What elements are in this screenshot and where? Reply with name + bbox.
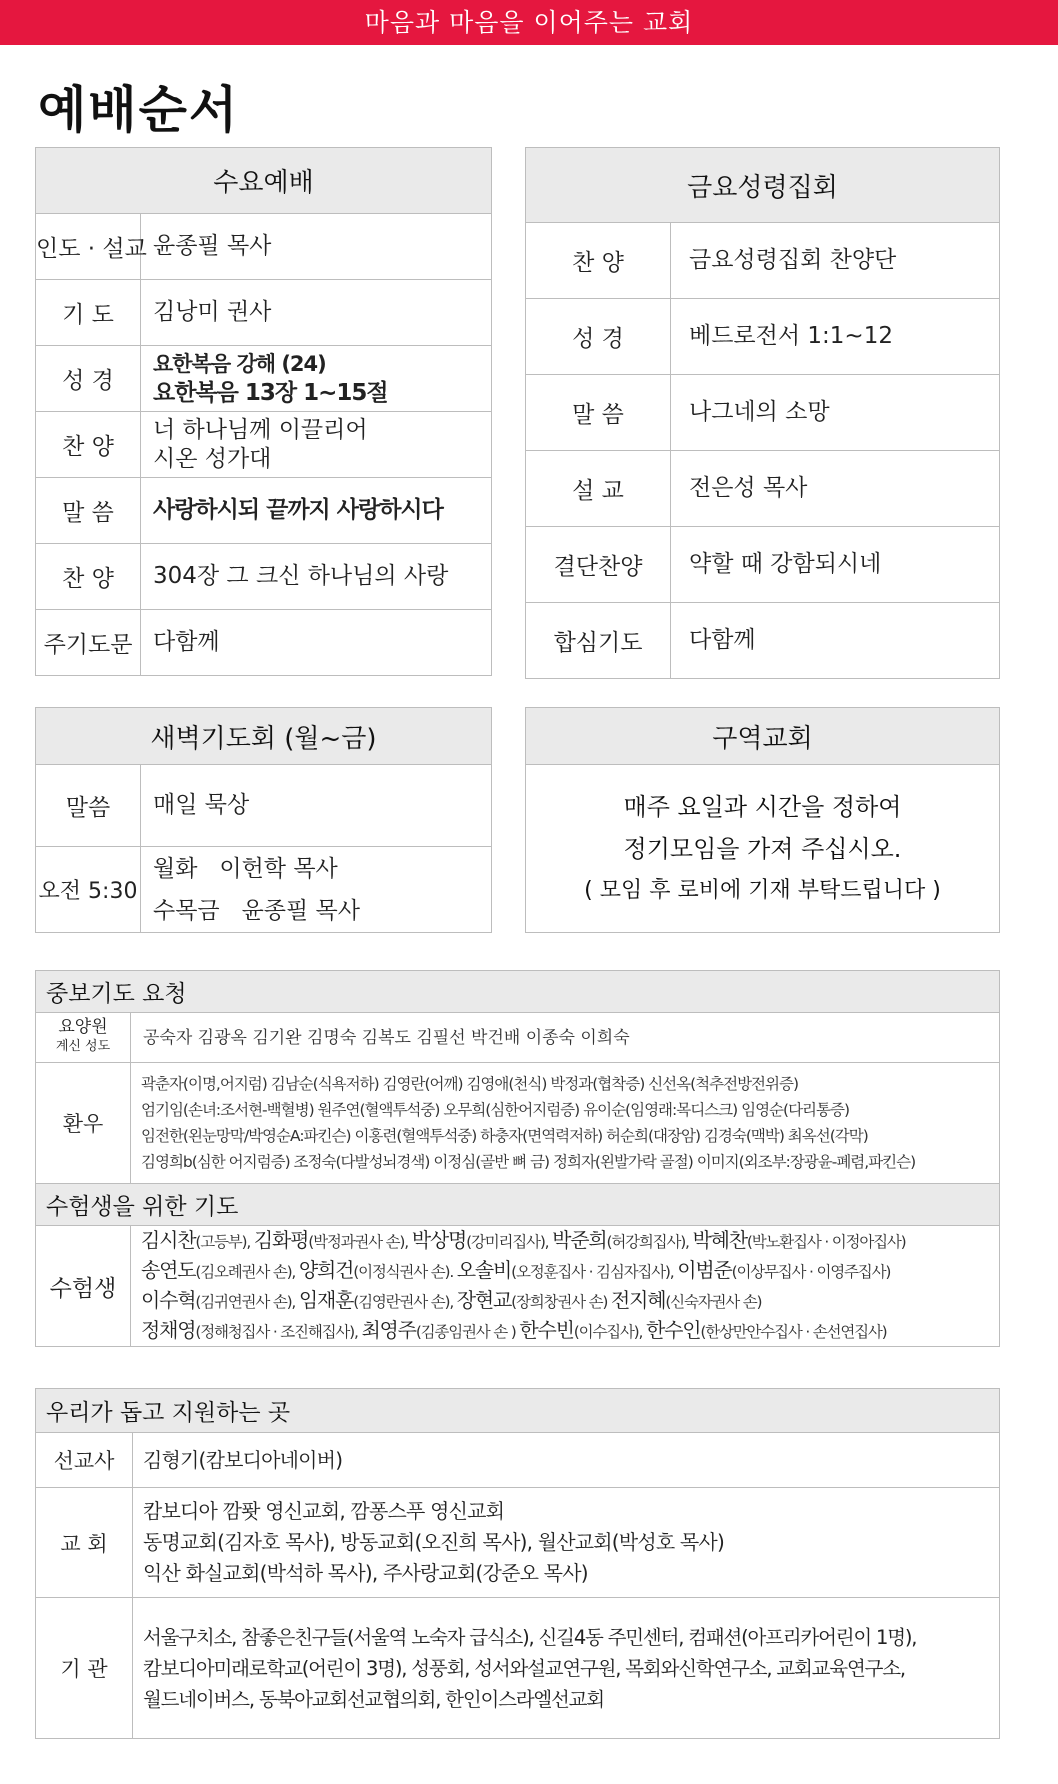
student-note: (김영란권사 손), [353,1293,457,1311]
student-note: (한상만안수집사 · 손선연집사) [700,1323,887,1341]
organization-line: 캄보디아미래로학교(어린이 3명), 성풍회, 성서와설교연구원, 목회와신학연구소, 교회교육연구소, [143,1656,905,1680]
page-title: 예배순서 [38,81,240,139]
students-line [141,1226,999,1256]
order-label: 말씀 [36,765,141,847]
order-label: 성 경 [36,346,141,412]
student-name: 전지혜 [610,1288,666,1312]
order-value: 전은성 목사 [671,451,1000,527]
student-name: 한수인 [645,1318,701,1342]
student-name: 김시찬 [141,1228,196,1252]
missionary-label: 선교사 [36,1433,133,1488]
scripture-value [141,346,492,412]
order-value: 매일 묵상 [141,765,492,847]
student-note: (이상무집사 · 이영주집사) [731,1263,891,1281]
student-note: (이수집사), [573,1323,646,1341]
patients-label: 환우 [36,1063,131,1184]
student-note: (정해청집사 · 조진해집사), [195,1323,362,1341]
order-label: 인도 · 설교 [36,214,141,280]
organization-line: 월드네이버스, 동북아교회선교협의회, 한인이스라엘선교회 [143,1687,604,1711]
order-label: 성 경 [526,299,671,375]
student-name: 최영주 [361,1318,416,1342]
student-name: 양희건 [298,1258,354,1282]
dawn-time-label: 오전 5:30 [36,847,141,933]
student-name: 박준희 [552,1228,607,1252]
nursing-label-line: 요양원 [58,1017,108,1037]
patients-list [131,1063,1000,1184]
order-label: 합심기도 [526,603,671,679]
dawn-leaders [141,847,492,933]
order-label: 찬 양 [526,223,671,299]
church-line: 캄보디아 깜퐛 영신교회, 깜퐁스푸 영신교회 [143,1499,505,1523]
nursing-label-line: 계신 성도 [55,1039,111,1054]
student-note: (김오례권사 손), [195,1263,299,1281]
order-value: 베드로전서 1:1~12 [671,299,1000,375]
student-note: (강미리집사), [466,1233,553,1251]
notice-line: 매주 요일과 시간을 정하여 [623,792,902,821]
student-name: 장현교 [456,1288,512,1312]
order-value: 윤종필 목사 [141,214,492,280]
dawn-leader-line: 월화 이헌학 목사 [153,855,338,882]
sermon-title: 사랑하시되 끝까지 사랑하시다 [141,478,492,544]
notice-line: ( 모임 후 로비에 기재 부탁드립니다 ) [584,877,941,903]
student-name: 박혜찬 [692,1228,747,1252]
order-value: 다함께 [671,603,1000,679]
students-line [141,1316,999,1346]
order-label: 결단찬양 [526,527,671,603]
patients-line: 엄기임(손녀:조서현-백혈병) 원주연(혈액투석중) 오무희(심한어지럼증) 유이순(임영래:목디스크) 임영순(다리통증) [141,1101,850,1119]
student-note: (허강희집사), [606,1233,693,1251]
wednesday-service-table [35,147,492,676]
hymn-value [141,412,492,478]
organization-line: 서울구치소, 참좋은친구들(서울역 노숙자 급식소), 신길4동 주민센터, 컴패션(아프리카어린이 1명), [143,1625,917,1649]
church-line: 동명교회(김자호 목사), 방동교회(오진희 목사), 월산교회(박성호 목사) [143,1530,724,1554]
supported-churches [133,1488,1000,1598]
order-value: 금요성령집회 찬양단 [671,223,1000,299]
scripture-line: 요한복음 13장 1~15절 [153,379,388,406]
hymn-line: 시온 성가대 [153,445,272,472]
intercession-title: 중보기도 요청 [36,971,1000,1013]
students-label: 수험생 [36,1226,131,1347]
student-name: 한수빈 [519,1318,574,1342]
order-label: 말 씀 [36,478,141,544]
church-slogan-banner: 마음과 마음을 이어주는 교회 [0,0,1058,45]
students-list [131,1226,1000,1347]
intercession-table [35,970,1000,1347]
patients-line: 임전한(왼눈망막/박영순A:파킨슨) 이홍련(혈액투석중) 하충자(면역력저하) 허순희(대장암) 김경숙(맥박) 최옥선(각막) [141,1127,868,1145]
supported-organizations [133,1598,1000,1739]
student-name: 오솔비 [456,1258,512,1282]
dawn-prayer-table [35,707,492,933]
missionary-value: 김형기(캄보디아네이버) [133,1433,1000,1488]
student-name: 임재훈 [298,1288,354,1312]
order-label: 기 도 [36,280,141,346]
district-church-table [525,707,1000,933]
student-note: (이정식권사 손). [353,1263,457,1281]
student-note: (김종임권사 손 ) [415,1323,516,1341]
order-value: 약할 때 강함되시네 [671,527,1000,603]
order-value: 다함께 [141,610,492,676]
nursing-home-label [36,1013,131,1063]
student-note: (오정훈집사 · 김심자집사), [511,1263,678,1281]
student-note: (장희창권사 손) [511,1293,611,1311]
church-label: 교 회 [36,1488,133,1598]
student-name: 이수혁 [141,1288,196,1312]
student-note: (신숙자권사 손) [665,1293,762,1311]
student-note: (김귀연권사 손), [195,1293,299,1311]
nursing-home-members: 공숙자 김광옥 김기완 김명숙 김복도 김필선 박건배 이종숙 이희숙 [131,1013,1000,1063]
district-church-title: 구역교회 [526,708,1000,765]
order-label: 주기도문 [36,610,141,676]
student-name: 박상명 [411,1228,467,1252]
order-value: 김낭미 권사 [141,280,492,346]
organization-label: 기 관 [36,1598,133,1739]
friday-service-table [525,147,1000,679]
student-name: 송연도 [141,1258,196,1282]
dawn-leader-line: 수목금 윤종필 목사 [153,897,360,924]
students-prayer-title: 수험생을 위한 기도 [36,1184,1000,1226]
students-line [141,1256,999,1286]
order-label: 설 교 [526,451,671,527]
district-church-notice [526,765,1000,933]
patients-line: 김영희b(심한 어지럼증) 조정숙(다발성뇌경색) 이정심(골반 뼈 금) 정희자(왼발가락 골절) 이미지(외조부:장광윤-폐렴,파킨슨) [141,1153,916,1171]
notice-line: 정기모임을 가져 주십시오. [623,834,902,863]
student-note: (박노환집사 · 이정아집사) [746,1233,906,1251]
order-label: 찬 양 [36,412,141,478]
support-title: 우리가 돕고 지원하는 곳 [36,1389,1000,1433]
hymn-line: 너 하나님께 이끌리어 [153,416,368,443]
student-name: 정채영 [141,1318,196,1342]
order-label: 말 씀 [526,375,671,451]
student-name: 김화평 [253,1228,309,1252]
patients-line: 곽춘자(이명,어지럼) 김남순(식욕저하) 김영란(어깨) 김영애(천식) 박정과(협착증) 신선옥(척추전방전위증) [141,1075,799,1093]
student-note: (박정과권사 손), [308,1233,412,1251]
order-label: 찬 양 [36,544,141,610]
support-table [35,1388,1000,1739]
order-value: 나그네의 소망 [671,375,1000,451]
friday-service-title: 금요성령집회 [526,148,1000,223]
dawn-prayer-title: 새벽기도회 (월~금) [36,708,492,765]
scripture-line: 요한복음 강해 (24) [153,351,326,376]
wednesday-service-title: 수요예배 [36,148,492,214]
student-name: 이범준 [677,1258,732,1282]
students-line [141,1286,999,1316]
student-note: (고등부), [195,1233,254,1251]
order-value: 304장 그 크신 하나님의 사랑 [141,544,492,610]
church-line: 익산 화실교회(박석하 목사), 주사랑교회(강준오 목사) [143,1561,588,1585]
